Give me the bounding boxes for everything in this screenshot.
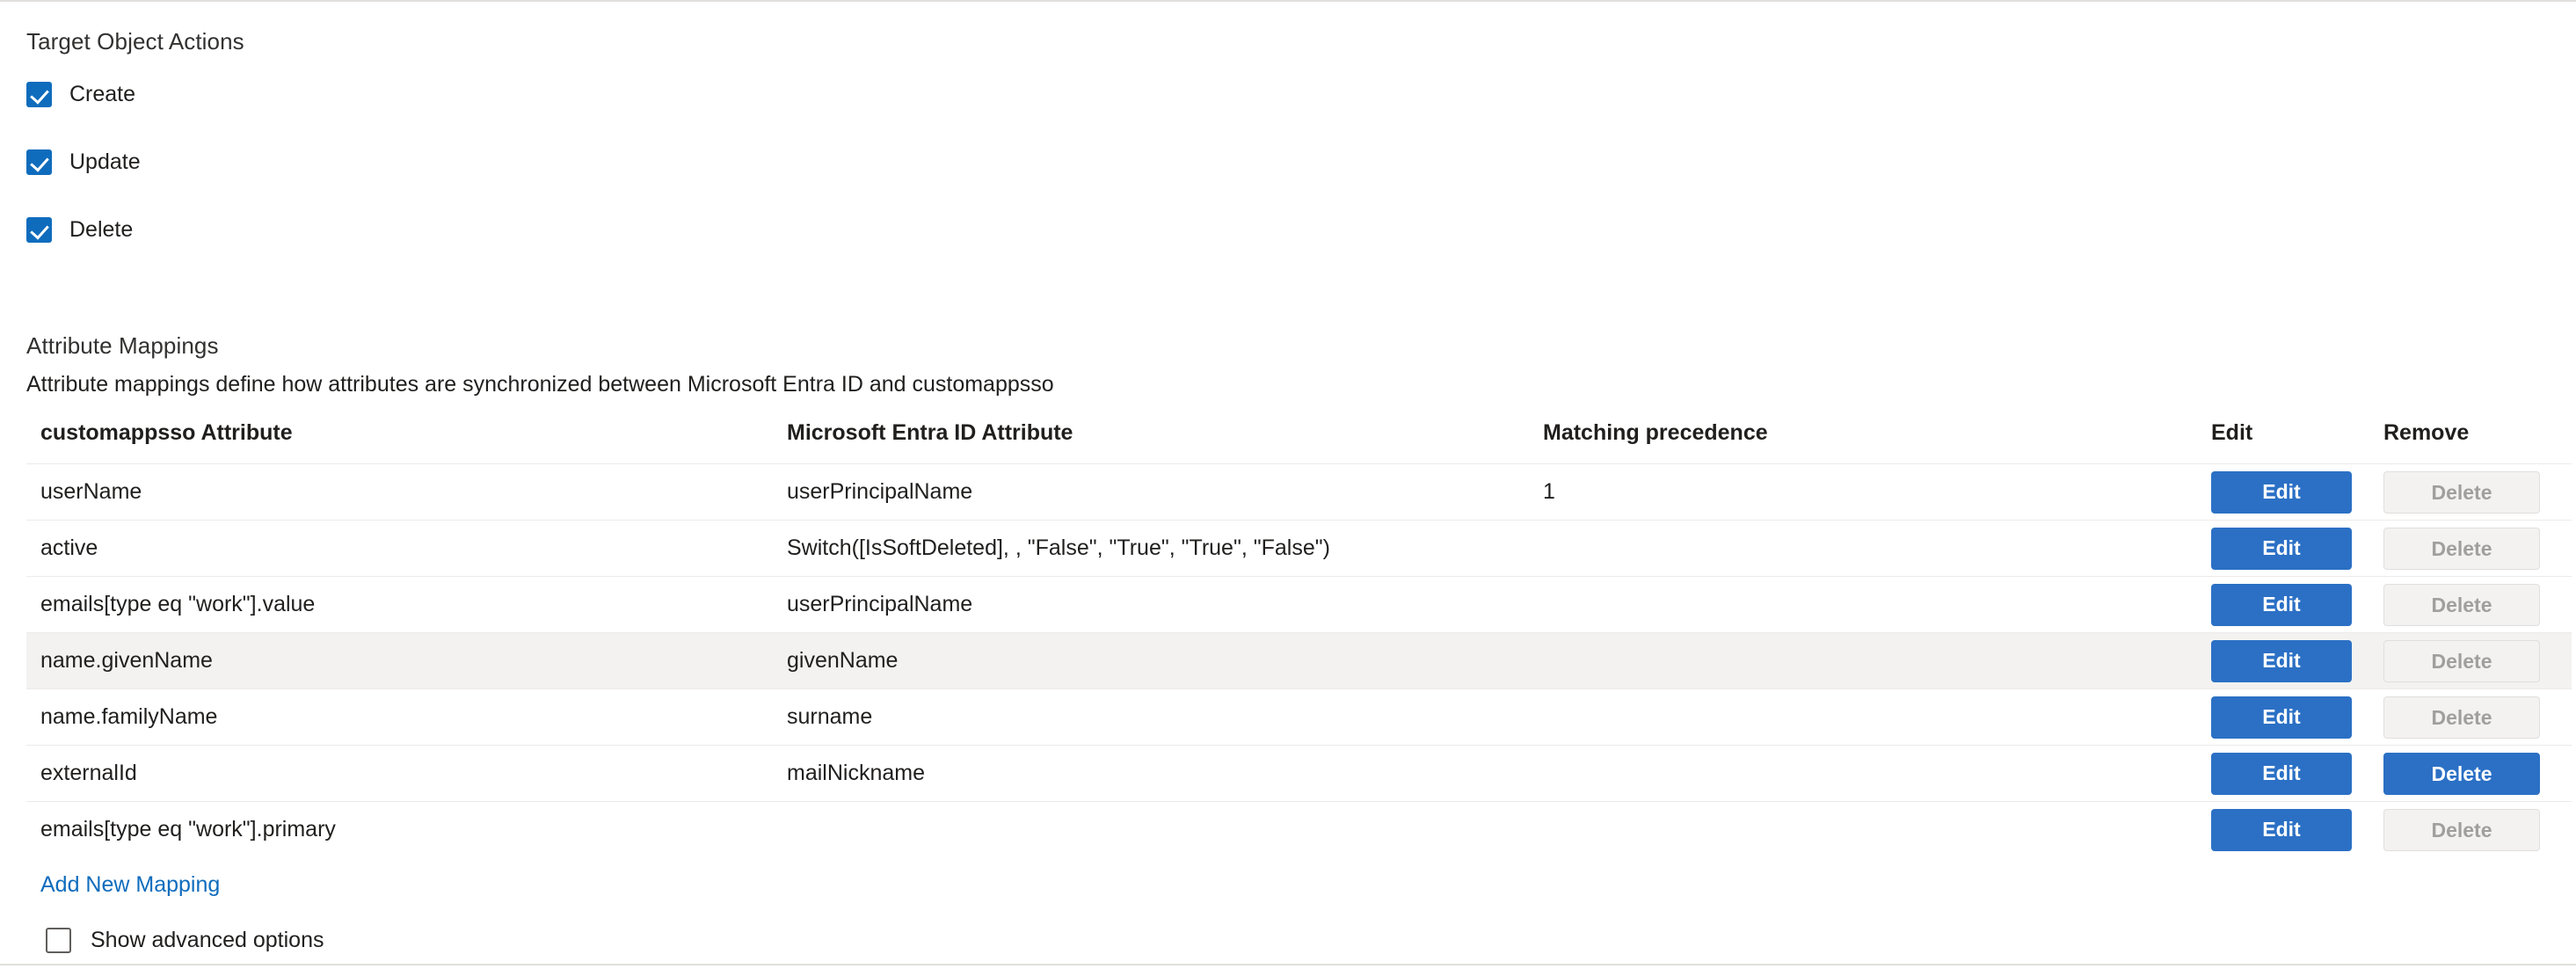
edit-button[interactable]: Edit — [2211, 471, 2352, 514]
cell-precedence — [1543, 521, 2211, 577]
delete-button[interactable]: Delete — [2383, 753, 2540, 795]
delete-button: Delete — [2383, 640, 2540, 682]
top-divider — [0, 0, 2576, 2]
cell-edit — [2211, 521, 2383, 577]
cell-remove — [2383, 577, 2572, 633]
cell-target — [787, 802, 1543, 858]
show-advanced-options-row[interactable] — [46, 928, 2572, 953]
column-header-remove: Remove — [2383, 420, 2470, 445]
attribute-mappings-title: Attribute Mappings — [26, 332, 219, 359]
cell-target: Switch([IsSoftDeleted], , "False", "True", "True", "False") — [787, 521, 1543, 577]
target-object-actions-section — [26, 28, 244, 249]
cell-edit — [2211, 689, 2383, 746]
edit-button[interactable]: Edit — [2211, 528, 2352, 570]
edit-button[interactable]: Edit — [2211, 696, 2352, 739]
cell-target: surname — [787, 689, 1543, 746]
checkbox-row-update[interactable] — [26, 142, 244, 181]
table-header-row — [26, 420, 2572, 464]
delete-button: Delete — [2383, 528, 2540, 570]
column-header-precedence: Matching precedence — [1543, 420, 1768, 445]
update-checkbox[interactable] — [26, 149, 52, 175]
add-new-mapping-link[interactable]: Add New Mapping — [40, 871, 221, 897]
edit-button[interactable]: Edit — [2211, 640, 2352, 682]
cell-remove — [2383, 633, 2572, 689]
edit-button[interactable]: Edit — [2211, 809, 2352, 851]
cell-source: active — [26, 521, 787, 577]
table-body — [26, 464, 2572, 858]
edit-button[interactable]: Edit — [2211, 584, 2352, 626]
cell-precedence — [1543, 633, 2211, 689]
table-row[interactable] — [26, 577, 2572, 633]
table-row[interactable] — [26, 802, 2572, 858]
delete-checkbox-label: Delete — [69, 216, 134, 242]
attribute-mappings-table — [26, 420, 2572, 858]
cell-edit — [2211, 802, 2383, 858]
attribute-mappings-description: Attribute mappings define how attributes are synchronized between Microsoft Entra ID and customappsso — [26, 372, 1054, 397]
table-row[interactable] — [26, 746, 2572, 802]
attribute-mappings-section — [26, 332, 2572, 953]
delete-button: Delete — [2383, 471, 2540, 514]
table-row[interactable] — [26, 633, 2572, 689]
table-header — [26, 420, 2572, 464]
cell-source: name.familyName — [26, 689, 787, 746]
cell-source: name.givenName — [26, 633, 787, 689]
edit-button[interactable]: Edit — [2211, 753, 2352, 795]
cell-source: emails[type eq "work"].value — [26, 577, 787, 633]
cell-precedence — [1543, 689, 2211, 746]
checkbox-row-delete[interactable] — [26, 210, 244, 249]
cell-target: userPrincipalName — [787, 464, 1543, 521]
delete-button: Delete — [2383, 696, 2540, 739]
cell-edit — [2211, 464, 2383, 521]
cell-edit — [2211, 633, 2383, 689]
cell-edit — [2211, 746, 2383, 802]
column-header-target: Microsoft Entra ID Attribute — [787, 420, 1073, 445]
delete-button: Delete — [2383, 584, 2540, 626]
show-advanced-options-checkbox[interactable] — [46, 928, 71, 953]
column-header-source: customappsso Attribute — [40, 420, 293, 445]
cell-edit — [2211, 577, 2383, 633]
cell-precedence — [1543, 746, 2211, 802]
target-object-actions-title: Target Object Actions — [26, 28, 244, 55]
column-header-edit: Edit — [2211, 420, 2253, 445]
checkbox-row-create[interactable] — [26, 75, 244, 113]
cell-remove — [2383, 802, 2572, 858]
delete-button: Delete — [2383, 809, 2540, 851]
cell-precedence: 1 — [1543, 464, 2211, 521]
bottom-divider — [0, 964, 2576, 965]
cell-precedence — [1543, 577, 2211, 633]
create-checkbox[interactable] — [26, 82, 52, 107]
cell-source: externalId — [26, 746, 787, 802]
cell-remove — [2383, 464, 2572, 521]
table-row[interactable] — [26, 464, 2572, 521]
table-row[interactable] — [26, 521, 2572, 577]
cell-remove — [2383, 689, 2572, 746]
create-checkbox-label: Create — [69, 81, 136, 106]
cell-remove — [2383, 746, 2572, 802]
cell-target: userPrincipalName — [787, 577, 1543, 633]
table-row[interactable] — [26, 689, 2572, 746]
cell-source: emails[type eq "work"].primary — [26, 802, 787, 858]
cell-remove — [2383, 521, 2572, 577]
cell-target: mailNickname — [787, 746, 1543, 802]
cell-source: userName — [26, 464, 787, 521]
update-checkbox-label: Update — [69, 149, 141, 174]
show-advanced-options-label: Show advanced options — [91, 927, 324, 952]
delete-checkbox[interactable] — [26, 217, 52, 243]
cell-target: givenName — [787, 633, 1543, 689]
cell-precedence — [1543, 802, 2211, 858]
